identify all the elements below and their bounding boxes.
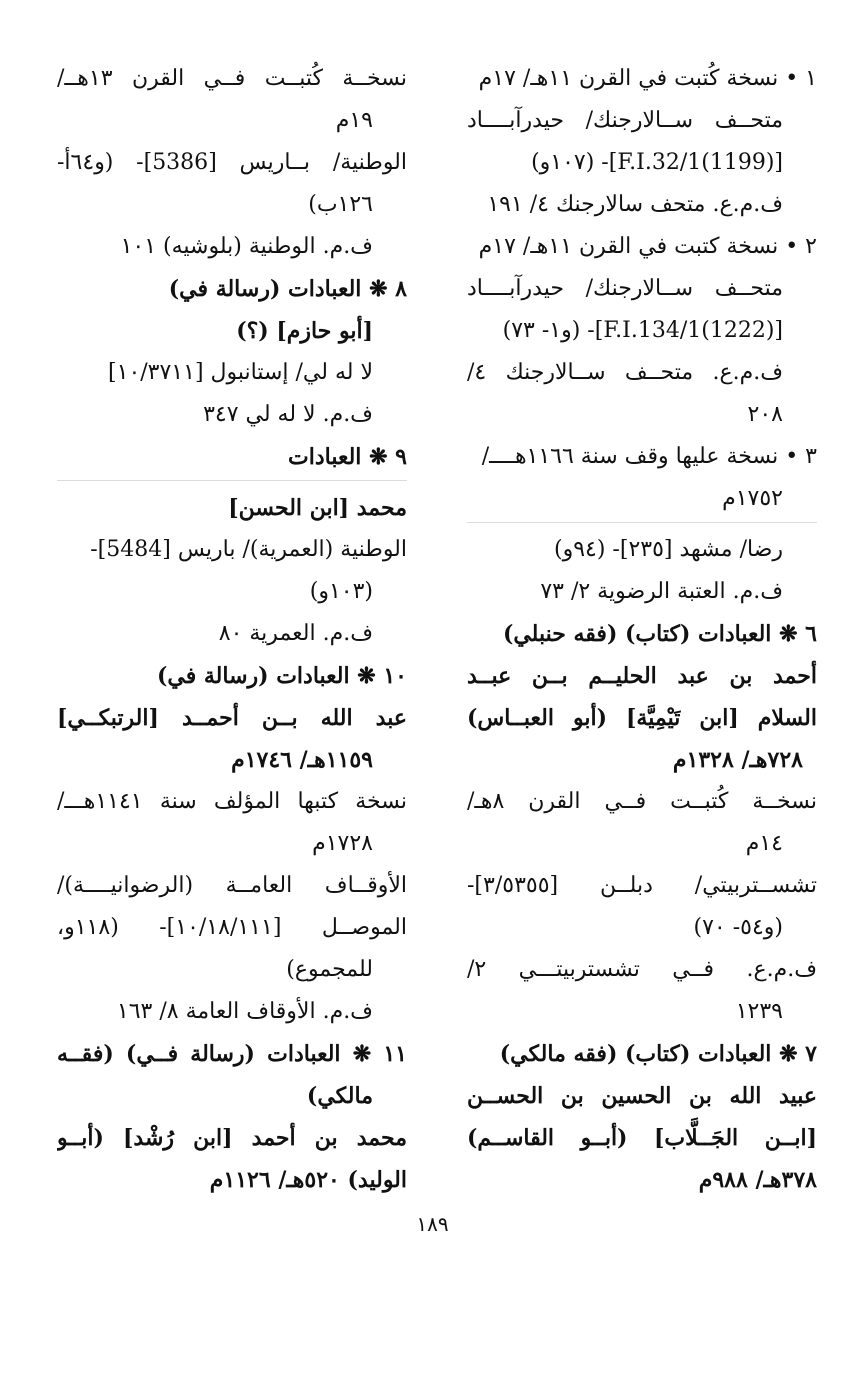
entry-6-catalog-ref-cont: ١٢٣٩ — [735, 999, 783, 1024]
entry-7-copy-line: نسخــة كُتبــت فــي القرن ١٣هــ/ — [57, 66, 407, 91]
entry-11-title: ١١ ❋ العبادات (رسالة فــي) (فقــه — [57, 1041, 407, 1067]
entry-1-shelfmark: [F.I.32/1(1199)]- (١٠٧و) — [531, 150, 783, 175]
entry-10-shelfmark: الموصــل [١٠/١٨/١١١]- (١١٨و، — [57, 915, 407, 940]
entry-7-author: عبيد الله بن الحسين بن الحســن — [467, 1083, 817, 1109]
entry-3-copy-line-cont: ١٧٥٢م — [722, 486, 783, 511]
page-number: ١٨٩ — [416, 1212, 449, 1236]
entry-8-catalog-ref: ف.م. لا له لي ٣٤٧ — [203, 402, 373, 427]
separator — [467, 522, 817, 523]
entry-8-library: لا له لي/ إستانبول [١٠/٣٧١١] — [108, 360, 373, 385]
entry-2-library: متحــف ســالارجنك/ حيدرآبــــاد — [467, 276, 783, 301]
entry-6-copy-line: نسخــة كُتبــت فــي القرن ٨هـ/ — [467, 789, 817, 814]
entry-3-catalog-ref: ف.م. العتبة الرضوية ٢/ ٧٣ — [540, 579, 783, 604]
entry-1-library: متحــف ســالارجنك/ حيدرآبــــاد — [467, 108, 783, 133]
entry-2-copy-line: ٢ • نسخة كتبت في القرن ١١هـ/ ١٧م — [478, 234, 817, 259]
entry-6-shelfmark: (و٥٤- ٧٠) — [693, 915, 783, 940]
entry-10-library: الأوقــاف العامــة (الرضوانيــــة)/ — [57, 873, 407, 898]
entry-9-shelfmark: (١٠٣و) — [309, 579, 373, 604]
entry-7-author-cont: [ابــن الجَــلَّاب] (أبــو القاســم) — [467, 1125, 817, 1151]
entry-8-title: ٨ ❋ العبادات (رسالة في) — [168, 276, 407, 302]
entry-7-copy-line-cont: ١٩م — [335, 108, 373, 133]
entry-7-catalog-ref: ف.م. الوطنية (بلوشيه) ١٠١ — [120, 234, 373, 259]
entry-6-author: أحمد بن عبد الحليــم بــن عبــد — [467, 663, 817, 689]
entry-9-library: الوطنية (العمرية)/ باريس [5484]- — [90, 537, 407, 562]
entry-3-library: رضا/ مشهد [٢٣٥]- (٩٤و) — [554, 537, 783, 562]
entry-10-copy-line: نسخة كتبها المؤلف سنة ١١٤١هـــ/ — [57, 789, 407, 814]
entry-2-catalog-ref: ف.م.ع. متحــف ســالارجنك ٤/ — [467, 360, 783, 385]
entry-6-catalog-ref: ف.م.ع. فــي تشستربيتـــي ٢/ — [467, 957, 817, 982]
entry-2-catalog-ref-cont: ٢٠٨ — [747, 402, 783, 427]
left-column — [57, 58, 407, 1238]
entry-9-catalog-ref: ف.م. العمرية ٨٠ — [218, 621, 373, 646]
entry-11-author-cont: الوليد) ٥٢٠هـ/ ١١٢٦م — [209, 1167, 407, 1193]
entry-10-copy-line-cont: ١٧٢٨م — [312, 831, 373, 856]
separator — [57, 480, 407, 481]
entry-3-copy-line: ٣ • نسخة عليها وقف سنة ١١٦٦هــــ/ — [481, 444, 817, 469]
entry-6-title: ٦ ❋ العبادات (كتاب) (فقه حنبلي) — [502, 621, 817, 647]
entry-11-title-cont: مالكي) — [306, 1083, 373, 1109]
catalog-page — [57, 58, 817, 1238]
entry-2-shelfmark: [F.I.134/1(1222)]- (و١- ٧٣) — [502, 318, 783, 343]
entry-7-title: ٧ ❋ العبادات (كتاب) (فقه مالكي) — [499, 1041, 817, 1067]
entry-7-library: الوطنية/ بــاريس [5386]- (و٦٤أ- — [57, 150, 407, 175]
entry-11-author: محمد بن أحمد [ابن رُشْد] (أبــو — [57, 1125, 407, 1151]
entry-10-title: ١٠ ❋ العبادات (رسالة في) — [156, 663, 407, 689]
entry-1-catalog-ref: ف.م.ع. متحف سالارجنك ٤/ ١٩١ — [487, 192, 783, 217]
entry-10-catalog-ref: ف.م. الأوقاف العامة ٨/ ١٦٣ — [116, 999, 373, 1024]
entry-6-copy-line-cont: ١٤م — [745, 831, 783, 856]
entry-1-copy-line: ١ • نسخة كُتبت في القرن ١١هـ/ ١٧م — [478, 66, 817, 91]
entry-10-shelfmark-cont: للمجموع) — [286, 957, 373, 982]
entry-10-dates: ١١٥٩هـ/ ١٧٤٦م — [231, 747, 373, 773]
entry-6-author-cont: السلام [ابن تَيْمِيَّة] (أبو العبــاس) — [467, 705, 817, 731]
right-column — [467, 58, 817, 1238]
entry-6-dates: ٧٢٨هـ/ ١٣٢٨م — [672, 747, 803, 773]
entry-9-author: محمد [ابن الحسن] — [228, 495, 407, 521]
entry-9-title: ٩ ❋ العبادات — [288, 444, 407, 470]
entry-10-author: عبد الله بــن أحمــد [الرتبكــي] — [57, 705, 407, 731]
entry-7-dates: ٣٧٨هـ/ ٩٨٨م — [698, 1167, 817, 1193]
entry-6-library: تشســتربيتي/ دبلــن [٣/٥٣٥٥]- — [467, 873, 817, 898]
entry-7-shelfmark: ١٢٦ب) — [308, 192, 373, 217]
entry-8-author: [أبو حازم] (؟) — [236, 318, 373, 344]
